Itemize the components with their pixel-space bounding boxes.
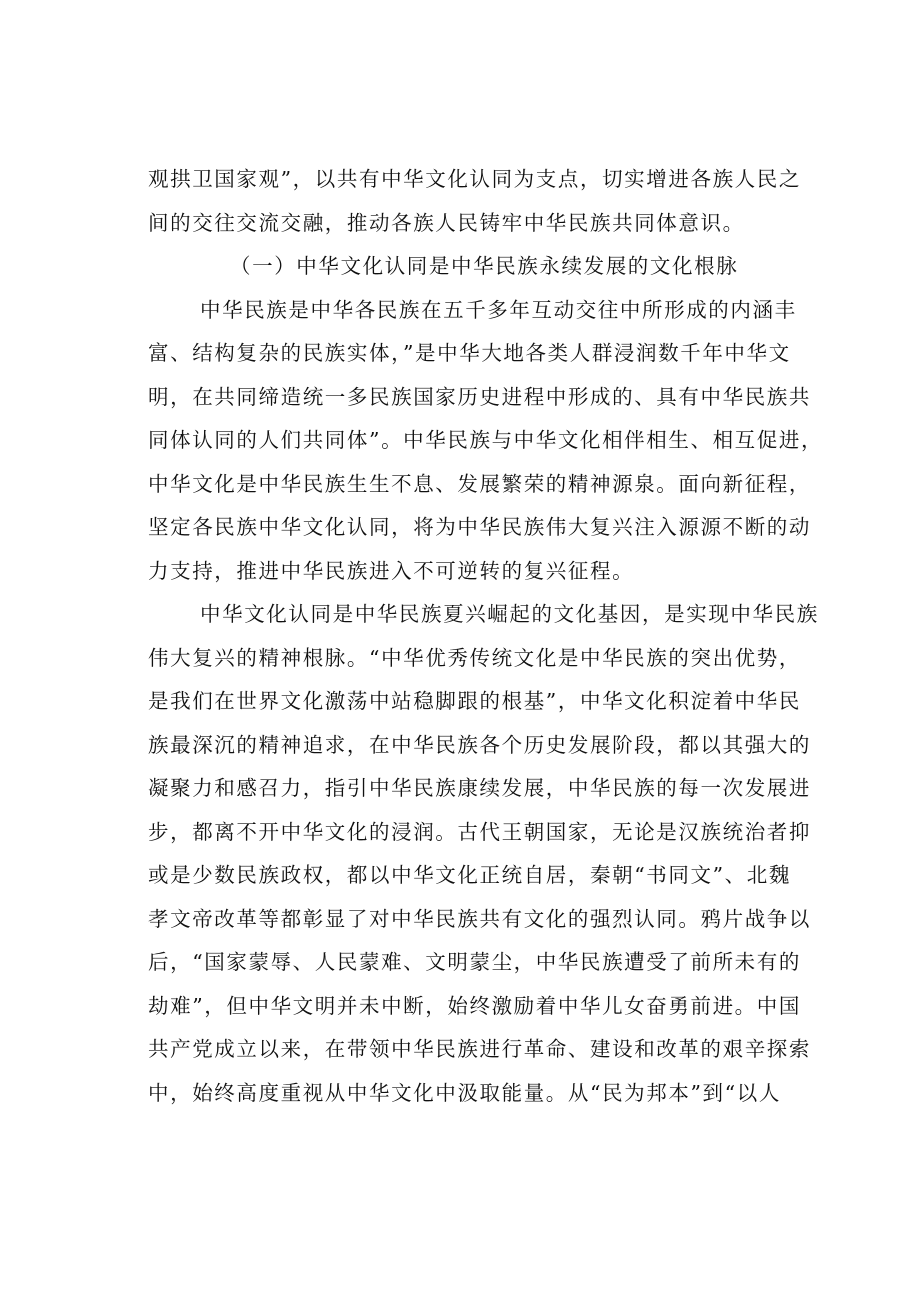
- paragraph-first-line: 中华民族是中华各民族在五千多年互动交往中所形成的内涵丰: [200, 297, 797, 322]
- text-line: 富、结构复杂的民族实体，”是中华大地各类人群浸润数千年中华文: [148, 341, 791, 365]
- text-line: 中，始终高度重视从中华文化中汲取能量。从“民为邦本”到“以人: [148, 1080, 781, 1105]
- text-line: 共产党成立以来，在带领中华民族进行革命、建设和改革的艰辛探索: [148, 1037, 811, 1061]
- document-body: [148, 158, 824, 1115]
- text-line: 力支持，推进中华民族进入不可逆转的复兴征程。: [148, 558, 635, 583]
- text-line: 观拱卫国家观”，以共有中华文化认同为支点，切实增进各族人民之: [148, 167, 801, 191]
- text-line: 劫难”，但中华文明并未中断，始终激励着中华儿女奋勇前进。中国: [148, 993, 801, 1018]
- text-line: 间的交往交流交融，推动各族人民铸牢中华民族共同体意识。: [148, 210, 745, 235]
- text-line: 步，都离不开中华文化的浸润。古代王朝国家，无论是汉族统治者抑: [148, 819, 811, 844]
- text-line: 坚定各民族中华文化认同，将为中华民族伟大复兴注入源源不断的动: [148, 515, 811, 539]
- text-line: 凝聚力和感召力，指引中华民族康续发展，中华民族的每一次发展进: [148, 776, 811, 800]
- text-line: 伟大复兴的精神根脉。“中华优秀传统文化是中华民族的突出优势，: [148, 645, 801, 670]
- text-line: 族最深沉的精神追求，在中华民族各个历史发展阶段，都以其强大的: [148, 732, 811, 757]
- paragraph-first-line: 中华文化认同是中华民族夏兴崛起的文化基因，是实现中华民族: [200, 602, 819, 626]
- text-line: 中华文化是中华民族生生不息、发展繁荣的精神源泉。面向新征程，: [148, 471, 811, 496]
- section-heading: （一）中华文化认同是中华民族永续发展的文化根脉: [230, 254, 739, 278]
- text-line: 孝文帝改革等都彰显了对中华民族共有文化的强烈认同。鸦片战争以: [148, 906, 811, 931]
- text-line: 明，在共同缔造统一多民族国家历史进程中形成的、具有中华民族共: [148, 384, 811, 409]
- text-line: 同体认同的人们共同体”。中华民族与中华文化相伴相生、相互促进，: [148, 428, 824, 452]
- text-line: 或是少数民族政权，都以中华文化正统自居，秦朝“书同文”、北魏: [148, 863, 791, 887]
- text-line: 后，“国家蒙辱、人民蒙难、文明蒙尘，中华民族遭受了前所未有的: [148, 950, 801, 974]
- text-line: 是我们在世界文化激荡中站稳脚跟的根基”，中华文化积淀着中华民: [148, 689, 801, 713]
